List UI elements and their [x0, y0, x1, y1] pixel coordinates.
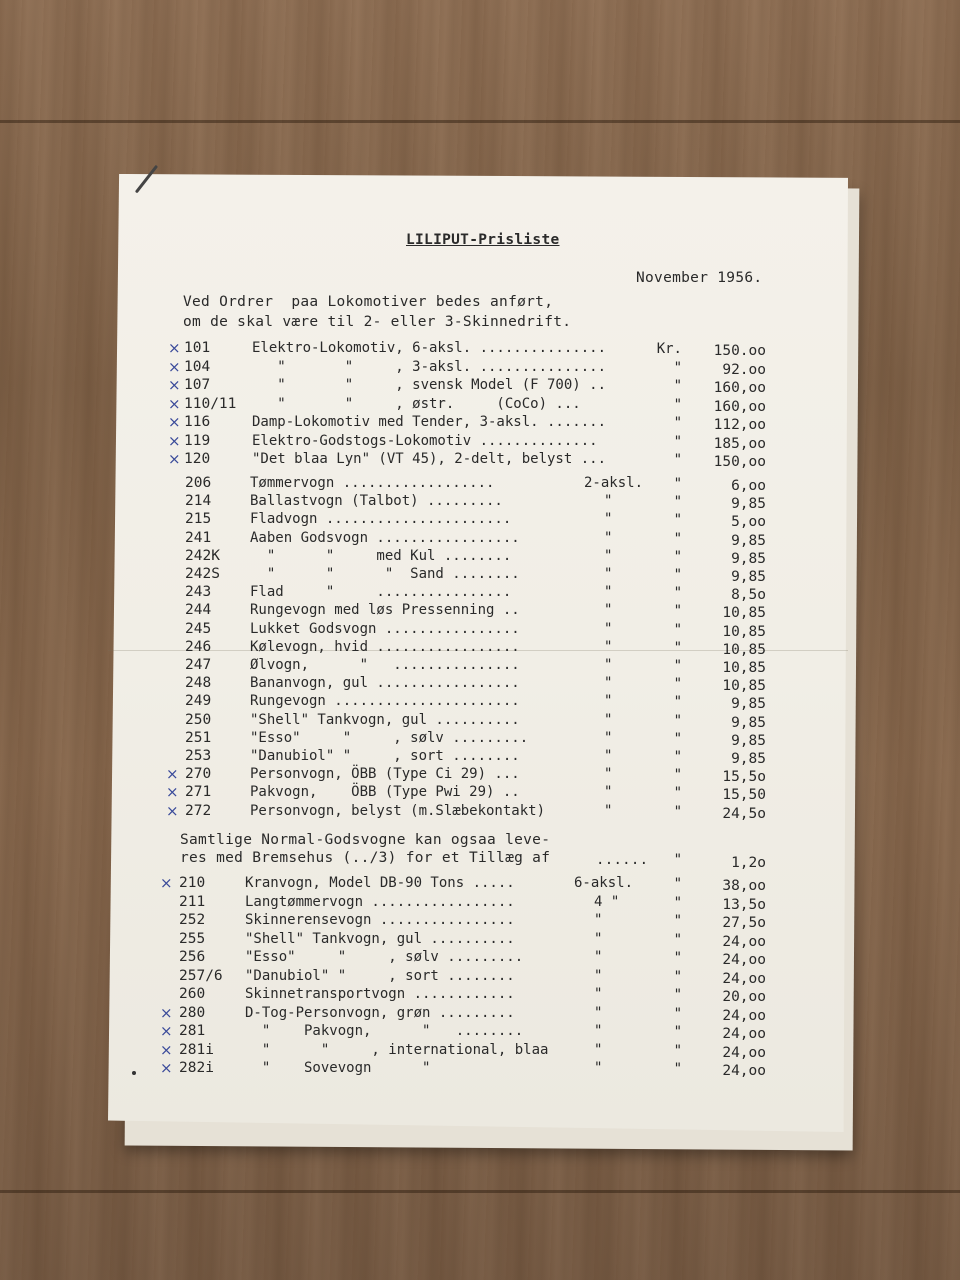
item-description: Elektro-Godstogs-Lokomotiv .............. [252, 432, 598, 449]
item-description: "Shell" Tankvogn, gul .......... [245, 930, 515, 947]
item-price: 112,oo [713, 417, 766, 433]
axle-spec: " [604, 493, 613, 510]
item-description: "Esso" " , sølv ......... [245, 949, 524, 965]
item-currency: " [673, 694, 682, 711]
item-currency: " [673, 567, 682, 583]
item-description: " " , svensk Model (F 700) .. [252, 377, 607, 393]
item-code: 260 [179, 986, 206, 1002]
item-description: Bananvogn, gul ................. [250, 675, 520, 692]
item-currency: " [673, 1024, 682, 1040]
axle-spec: " [594, 1041, 603, 1058]
item-currency: " [673, 603, 682, 620]
item-code: 248 [185, 675, 212, 692]
item-description: Rungevogn med løs Pressenning .. [250, 602, 520, 619]
item-price: 10,85 [722, 678, 766, 695]
item-price: 160,oo [713, 380, 766, 396]
axle-spec: " [604, 620, 613, 637]
axle-spec: " [594, 1060, 603, 1076]
item-description: Ballastvogn (Talbot) ......... [250, 493, 503, 510]
item-price: 9,85 [731, 532, 766, 549]
item-currency: " [673, 803, 682, 820]
item-code: 253 [185, 748, 212, 764]
item-currency: " [673, 452, 682, 468]
axle-spec: " [604, 584, 613, 601]
check-mark-icon: × [168, 431, 181, 450]
item-price: 9,85 [731, 569, 766, 585]
item-code: 282i [179, 1060, 214, 1076]
item-description: " " med Kul ........ [250, 547, 512, 564]
ink-dot [132, 1071, 136, 1075]
item-currency: " [673, 658, 682, 674]
item-code: 241 [185, 529, 212, 546]
item-currency: " [673, 1042, 682, 1059]
check-mark-icon: × [166, 783, 179, 802]
item-price: 9,85 [731, 496, 766, 513]
item-price: 150,oo [713, 454, 766, 470]
item-currency: " [673, 378, 682, 394]
item-price: 24,oo [722, 933, 766, 950]
item-code: 206 [185, 475, 212, 491]
check-mark-icon: × [160, 1059, 173, 1077]
item-description: Rungevogn ...................... [250, 693, 520, 710]
item-description: Elektro-Lokomotiv, 6-aksl. ............... [252, 340, 607, 356]
item-description: " " , 3-aksl. ............... [252, 358, 607, 375]
axle-spec: " [604, 693, 613, 710]
item-currency: " [673, 785, 682, 802]
item-code: 272 [185, 802, 212, 819]
note-price: 1,2o [731, 855, 766, 871]
item-price: 15,50 [722, 787, 766, 804]
item-description: Pakvogn, ÖBB (Type Pwi 29) .. [250, 784, 520, 801]
item-price: 15,5o [722, 769, 766, 786]
item-code: 107 [184, 377, 211, 393]
item-code: 244 [185, 602, 212, 619]
item-code: 257/6 [179, 967, 223, 984]
document-date: November 1956. [636, 270, 763, 286]
check-mark-icon: × [168, 413, 181, 431]
note-line-2: res med Bremsehus (../3) for et Tillæg af [180, 850, 551, 866]
item-code: 116 [184, 414, 211, 430]
item-currency: " [673, 415, 682, 431]
item-description: D-Tog-Personvogn, grøn ......... [245, 1004, 515, 1021]
item-code: 211 [179, 893, 206, 910]
item-code: 281 [179, 1023, 206, 1039]
item-price: 24,oo [722, 952, 766, 968]
check-mark-icon: × [160, 1040, 173, 1059]
item-description: Flad " ................ [250, 584, 512, 601]
item-price: 24,oo [722, 1007, 766, 1024]
axle-spec: " [594, 930, 603, 947]
intro-line-1: Ved Ordrer paa Lokomotiver bedes anført, [183, 294, 554, 310]
item-currency: " [673, 359, 682, 376]
axle-spec: " [604, 711, 613, 728]
item-description: "Danubiol" " , sort ........ [245, 967, 515, 984]
item-code: 214 [185, 493, 212, 510]
item-code: 210 [179, 875, 206, 891]
check-mark-icon: × [160, 874, 173, 892]
item-price: 38,oo [722, 878, 766, 894]
item-description: Personvogn, ÖBB (Type Ci 29) ... [250, 766, 520, 783]
axle-spec: " [604, 675, 613, 692]
item-price: 10,85 [722, 623, 766, 640]
item-code: 243 [185, 584, 212, 601]
item-currency: " [673, 894, 682, 911]
item-description: "Shell" Tankvogn, gul .......... [250, 711, 520, 728]
item-currency: " [673, 950, 682, 966]
item-description: Lukket Godsvogn ................ [250, 620, 520, 637]
item-code: 104 [184, 358, 211, 375]
item-code: 255 [179, 930, 206, 947]
check-mark-icon: × [168, 450, 181, 468]
item-price: 9,85 [731, 696, 766, 713]
item-code: 249 [185, 693, 212, 710]
item-description: Langtømmervogn ................. [245, 893, 515, 910]
item-code: 256 [179, 949, 206, 965]
item-currency: " [673, 913, 682, 929]
item-price: 150.oo [713, 343, 766, 359]
item-description: Personvogn, belyst (m.Slæbekontakt) [250, 802, 546, 819]
check-mark-icon: × [160, 1022, 173, 1040]
item-price: 24,oo [722, 1063, 766, 1079]
item-description: Fladvogn ...................... [250, 511, 512, 528]
item-code: 252 [179, 912, 206, 928]
axle-spec: " [594, 1004, 603, 1021]
axle-spec: " [604, 602, 613, 619]
item-price: 9,85 [731, 751, 766, 767]
axle-spec: " [604, 802, 613, 819]
axle-spec: " [594, 967, 603, 984]
item-currency: " [673, 712, 682, 729]
item-price: 24,oo [722, 970, 766, 987]
item-price: 92.oo [722, 361, 766, 378]
item-currency: " [673, 968, 682, 985]
item-currency: " [673, 639, 682, 656]
axle-spec: " [594, 949, 603, 965]
axle-spec: " [594, 986, 603, 1002]
axle-spec: " [604, 547, 613, 564]
axle-spec: " [604, 766, 613, 783]
item-price: 8,5o [731, 587, 766, 604]
item-price: 24,oo [722, 1026, 766, 1042]
item-description: " " , østr. (CoCo) ... [252, 395, 581, 412]
check-mark-icon: × [168, 376, 181, 394]
item-code: 251 [185, 729, 212, 746]
item-currency: " [673, 749, 682, 765]
item-price: 9,85 [731, 550, 766, 567]
axle-spec: " [604, 511, 613, 528]
item-description: " " , international, blaa [245, 1041, 549, 1058]
item-code: 119 [184, 432, 211, 449]
item-code: 242K [185, 547, 220, 564]
item-price: 10,85 [722, 641, 766, 658]
check-mark-icon: × [160, 1003, 173, 1022]
item-description: "Danubiol" " , sort ........ [250, 748, 520, 764]
item-code: 242S [185, 566, 220, 582]
axle-spec: " [604, 529, 613, 546]
item-description: " Pakvogn, " ........ [245, 1023, 524, 1039]
item-currency: " [673, 987, 682, 1003]
item-code: 246 [185, 638, 212, 655]
item-currency: " [673, 621, 682, 638]
item-price: 10,85 [722, 605, 766, 622]
item-code: 101 [184, 340, 211, 356]
axle-spec: " [604, 566, 613, 582]
item-currency: " [673, 767, 682, 784]
axle-spec: " [604, 638, 613, 655]
item-price: 9,85 [731, 732, 766, 749]
check-mark-icon: × [166, 801, 179, 820]
check-mark-icon: × [168, 357, 181, 376]
check-mark-icon: × [166, 765, 179, 784]
check-mark-icon: × [168, 394, 181, 413]
note-dots: ...... [596, 852, 649, 868]
item-code: 215 [185, 511, 212, 528]
item-code: 247 [185, 657, 212, 673]
item-price: 10,85 [722, 660, 766, 676]
item-price: 13,5o [722, 896, 766, 913]
note-line-1: Samtlige Normal-Godsvogne kan ogsaa leve- [180, 832, 551, 848]
item-price: 24,5o [722, 805, 766, 822]
item-code: 270 [185, 766, 212, 783]
item-currency: " [673, 396, 682, 413]
item-currency: " [673, 730, 682, 747]
item-description: Skinnerensevogn ................ [245, 912, 515, 928]
item-code: 120 [184, 451, 211, 467]
axle-spec: " [594, 1023, 603, 1039]
item-currency: " [673, 1005, 682, 1022]
item-description: Aaben Godsvogn ................. [250, 529, 520, 546]
item-description: " " " Sand ........ [250, 566, 520, 582]
item-currency: " [673, 512, 682, 529]
item-description: Skinnetransportvogn ............ [245, 986, 515, 1002]
item-code: 281i [179, 1041, 214, 1058]
item-code: 110/11 [184, 395, 237, 412]
item-currency: " [673, 476, 682, 492]
axle-spec: " [604, 784, 613, 801]
item-description: "Esso" " , sølv ......... [250, 729, 529, 746]
item-price: 24,oo [722, 1044, 766, 1061]
item-description: Kølevogn, hvid ................. [250, 638, 520, 655]
item-currency: " [673, 931, 682, 948]
item-currency: " [673, 433, 682, 450]
axle-spec: " [594, 912, 603, 928]
item-currency: " [673, 585, 682, 602]
item-price: 185,oo [713, 435, 766, 452]
item-price: 27,5o [722, 915, 766, 931]
item-code: 271 [185, 784, 212, 801]
axle-spec: 2-aksl. [584, 475, 644, 491]
item-price: 160,oo [713, 398, 766, 415]
item-currency: " [673, 1061, 682, 1077]
item-currency: " [673, 530, 682, 547]
item-currency: " [673, 676, 682, 693]
item-description: " Sovevogn " [245, 1060, 431, 1076]
item-currency: " [673, 548, 682, 565]
item-code: 250 [185, 711, 212, 728]
item-code: 280 [179, 1004, 206, 1021]
item-price: 9,85 [731, 714, 766, 731]
item-currency: " [673, 876, 682, 892]
item-description: "Det blaa Lyn" (VT 45), 2-delt, belyst ... [252, 451, 607, 467]
check-mark-icon: × [168, 339, 181, 357]
item-price: 20,oo [722, 989, 766, 1005]
intro-line-2: om de skal være til 2- eller 3-Skinnedrift. [183, 314, 572, 330]
axle-spec: 4 " [594, 893, 620, 910]
axle-spec: 6-aksl. [574, 875, 634, 891]
item-currency: Kr. [656, 341, 682, 357]
item-currency: " [673, 494, 682, 511]
item-description: Damp-Lokomotiv med Tender, 3-aksl. ....... [252, 414, 607, 430]
item-code: 245 [185, 620, 212, 637]
note-currency: " [673, 852, 682, 868]
item-description: Ølvogn, " ............... [250, 657, 520, 673]
axle-spec: " [604, 657, 613, 673]
axle-spec: " [604, 748, 613, 764]
axle-spec: " [604, 729, 613, 746]
document-title: LILIPUT-Prisliste [406, 232, 560, 248]
item-description: Tømmervogn .................. [250, 475, 495, 491]
item-price: 5,oo [731, 514, 766, 531]
item-price: 6,oo [731, 478, 766, 494]
item-description: Kranvogn, Model DB-90 Tons ..... [245, 875, 515, 891]
